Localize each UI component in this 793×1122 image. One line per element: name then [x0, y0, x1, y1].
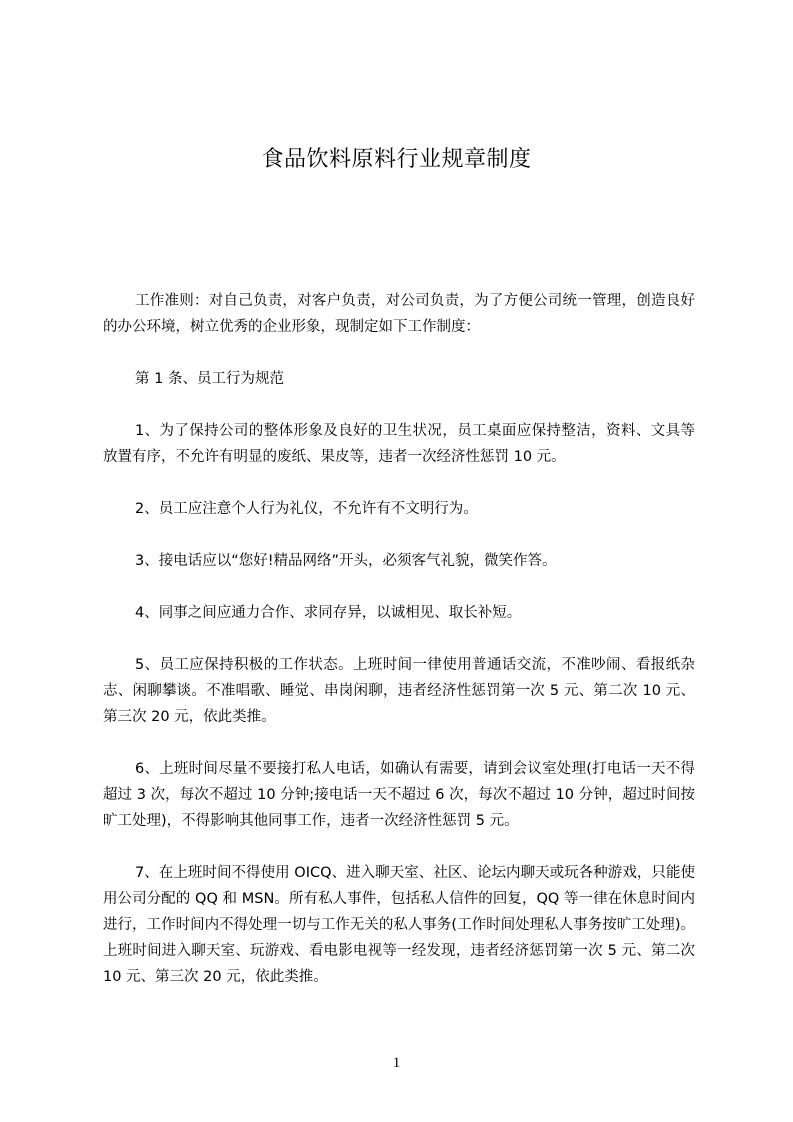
rule-paragraph-5: 5、员工应保持积极的工作状态。上班时间一律使用普通话交流，不准吵闹、看报纸杂志、闲聊攀谈。不准唱歌、睡觉、串岗闲聊，违者经济性惩罚第一次 5 元、第二次 10 元、第三次 20 元，依此类推。 — [103, 657, 695, 725]
rule-paragraph-2: 2、员工应注意个人行为礼仪，不允许有不文明行为。 — [135, 501, 478, 517]
page-number: 1 — [392, 1055, 401, 1071]
rule-paragraph-7: 7、在上班时间不得使用 OICQ、进入聊天室、社区、论坛内聊天或玩各种游戏，只能使用公司分配的 QQ 和 MSN。所有私人事件，包括私人信件的回复，QQ 等一律在休息时间内进行，工作时间内不得处理一切与工作无关的私人事务(工作时间处理私人事务按旷工处理)。上班时间进入聊天室、玩游戏、看电影电视等一经发现，违者经济惩罚第一次 5 元、第二次 10 元、第三次 20 元，依此类推。 — [103, 865, 695, 985]
rule-paragraph-4: 4、同事之间应通力合作、求同存异，以诚相见、取长补短。 — [135, 605, 522, 621]
intro-paragraph: 工作准则：对自己负责，对客户负责，对公司负责，为了方便公司统一管理，创造良好的办公环境，树立优秀的企业形象，现制定如下工作制度： — [103, 293, 695, 335]
section-heading: 第 1 条、员工行为规范 — [135, 371, 284, 387]
document-title: 食品饮料原料行业规章制度 — [261, 147, 532, 172]
rule-paragraph-3: 3、接电话应以“您好!精品网络”开头，必须客气礼貌，微笑作答。 — [135, 553, 557, 569]
rule-paragraph-1: 1、为了保持公司的整体形象及良好的卫生状况，员工桌面应保持整洁，资料、文具等放置有序，不允许有明显的废纸、果皮等，违者一次经济性惩罚 10 元。 — [103, 423, 695, 465]
document-body — [103, 288, 695, 1016]
rule-paragraph-6: 6、上班时间尽量不要接打私人电话，如确认有需要，请到会议室处理(打电话一天不得超过 3 次，每次不超过 10 分钟;接电话一天不超过 6 次，每次不超过 10 分钟，超过时间按旷工处理)，不得影响其他同事工作，违者一次经济性惩罚 5 元。 — [103, 761, 695, 829]
